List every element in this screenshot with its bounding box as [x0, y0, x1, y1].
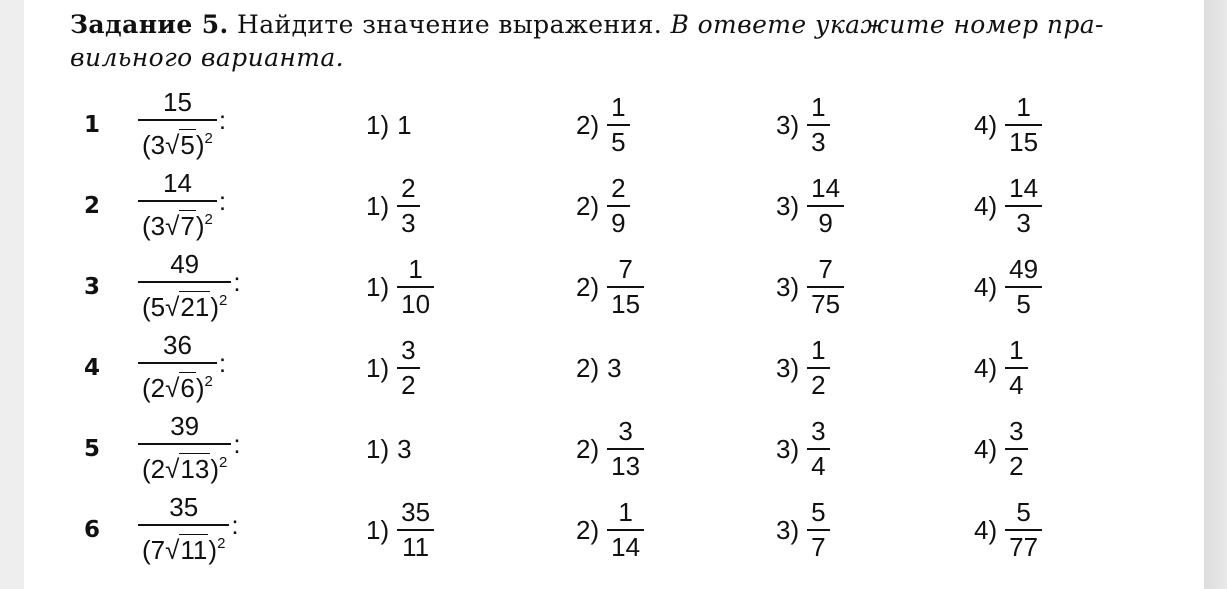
option-label: 3)	[776, 352, 800, 383]
option-fraction	[1005, 254, 1042, 320]
option-fraction	[807, 92, 829, 158]
expression-numerator: 36	[162, 330, 192, 360]
option-fraction	[607, 173, 629, 239]
expression-fraction	[138, 248, 231, 323]
answer-option[interactable]	[776, 410, 830, 488]
option-label: 3)	[776, 271, 800, 302]
denominator-coefficient: (3	[142, 130, 166, 160]
answer-option[interactable]	[366, 329, 420, 407]
option-denominator: 15	[1005, 124, 1042, 158]
option-denominator: 2	[807, 367, 829, 401]
option-label: 1)	[366, 433, 390, 464]
expression-denominator	[138, 362, 217, 404]
option-label: 3)	[776, 190, 800, 221]
option-numerator: 3	[811, 416, 826, 446]
option-label: 2)	[576, 271, 600, 302]
option-fraction	[807, 497, 829, 563]
option-numerator: 7	[818, 254, 833, 284]
option-numerator: 2	[401, 173, 416, 203]
answer-option[interactable]	[366, 248, 434, 326]
answer-option[interactable]	[776, 329, 830, 407]
expression-denominator	[138, 443, 231, 485]
answer-option[interactable]	[576, 248, 644, 326]
answer-option[interactable]	[366, 491, 434, 569]
option-fraction	[397, 335, 419, 401]
expression-colon: :	[231, 510, 239, 540]
option-label: 4)	[974, 190, 998, 221]
radicand: 11	[180, 535, 208, 565]
close-paren: )	[208, 535, 218, 565]
option-label: 3)	[776, 514, 800, 545]
option-numerator: 3	[618, 416, 633, 446]
option-numerator: 49	[1009, 254, 1039, 284]
option-denominator: 75	[807, 286, 844, 320]
option-fraction	[807, 416, 829, 482]
option-value: 1	[397, 109, 412, 140]
sqrt-sign: √	[165, 373, 180, 403]
answer-option[interactable]	[974, 491, 1042, 569]
denominator-coefficient: (2	[142, 454, 166, 484]
option-denominator: 11	[397, 529, 434, 563]
task-row	[0, 329, 1227, 409]
option-denominator: 4	[807, 448, 829, 482]
radicand: 6	[180, 373, 195, 403]
option-label: 3)	[776, 433, 800, 464]
option-fraction	[1005, 497, 1042, 563]
answer-option[interactable]	[576, 329, 622, 407]
answer-option[interactable]	[974, 248, 1042, 326]
expression-fraction	[138, 491, 229, 566]
answer-option[interactable]	[576, 167, 630, 245]
answer-option[interactable]	[576, 86, 630, 164]
option-numerator: 14	[1009, 173, 1039, 203]
option-denominator: 4	[1005, 367, 1027, 401]
option-label: 1)	[366, 352, 390, 383]
option-denominator: 3	[397, 205, 419, 239]
task-row	[0, 167, 1227, 247]
task-number: 1	[84, 112, 101, 138]
option-numerator: 35	[401, 497, 431, 527]
expression-fraction	[138, 167, 217, 242]
answer-option[interactable]	[366, 86, 412, 164]
option-fraction	[1005, 416, 1027, 482]
option-fraction	[807, 173, 844, 239]
denominator-coefficient: (5	[142, 292, 166, 322]
exponent: 2	[217, 535, 226, 552]
close-paren: )	[195, 211, 205, 241]
option-denominator: 10	[397, 286, 434, 320]
task-row	[0, 86, 1227, 166]
expression-colon: :	[233, 267, 241, 297]
answer-option[interactable]	[576, 491, 644, 569]
option-fraction	[397, 497, 434, 563]
expression-denominator	[138, 524, 229, 566]
option-label: 1)	[366, 109, 390, 140]
option-numerator: 5	[811, 497, 826, 527]
expression	[138, 248, 241, 323]
close-paren: )	[210, 292, 219, 322]
option-label: 2)	[576, 352, 600, 383]
option-numerator: 3	[1009, 416, 1024, 446]
option-denominator: 5	[1005, 286, 1042, 320]
exponent: 2	[219, 454, 228, 471]
option-denominator: 15	[607, 286, 644, 320]
option-numerator: 2	[611, 173, 626, 203]
close-paren: )	[195, 373, 205, 403]
option-numerator: 7	[618, 254, 633, 284]
task-row	[0, 410, 1227, 490]
option-label: 4)	[974, 109, 998, 140]
option-numerator: 1	[408, 254, 423, 284]
option-value: 3	[607, 352, 622, 383]
option-numerator: 1	[1009, 335, 1024, 365]
option-denominator: 2	[397, 367, 419, 401]
option-fraction	[397, 254, 434, 320]
option-label: 1)	[366, 514, 390, 545]
option-label: 2)	[576, 514, 600, 545]
option-label: 3)	[776, 109, 800, 140]
option-denominator: 9	[607, 205, 629, 239]
expression-colon: :	[218, 186, 227, 216]
expression	[138, 167, 226, 242]
radicand: 13	[180, 454, 210, 484]
exponent: 2	[219, 292, 228, 309]
expression-colon: :	[218, 348, 227, 378]
option-fraction	[1005, 173, 1042, 239]
answer-option[interactable]	[366, 167, 420, 245]
sqrt-sign: √	[165, 130, 180, 160]
option-numerator: 3	[401, 335, 416, 365]
option-denominator: 77	[1005, 529, 1042, 563]
option-label: 4)	[974, 514, 998, 545]
option-numerator: 1	[811, 92, 826, 122]
option-fraction	[607, 254, 644, 320]
answer-option[interactable]	[776, 86, 830, 164]
answer-option[interactable]	[974, 329, 1028, 407]
task-instruction: Найдите значение выражения.	[237, 10, 663, 39]
answer-option[interactable]	[366, 410, 412, 488]
radicand: 7	[180, 211, 195, 241]
expression	[138, 86, 226, 161]
expression	[138, 410, 241, 485]
task-number: 2	[84, 193, 101, 219]
expression-numerator: 14	[162, 168, 192, 198]
task-instruction-italic-line2: вильного варианта.	[70, 43, 345, 72]
option-denominator: 7	[807, 529, 829, 563]
expression-fraction	[138, 86, 217, 161]
expression-numerator: 15	[162, 87, 192, 117]
answer-option[interactable]	[776, 491, 830, 569]
sqrt-sign: √	[165, 535, 180, 565]
expression	[138, 491, 239, 566]
option-numerator: 14	[811, 173, 841, 203]
option-label: 2)	[576, 433, 600, 464]
option-value: 3	[397, 433, 412, 464]
close-paren: )	[195, 130, 205, 160]
expression-fraction	[138, 329, 217, 404]
option-denominator: 13	[607, 448, 644, 482]
expression-denominator	[138, 119, 217, 161]
sqrt-sign: √	[165, 454, 180, 484]
expression-colon: :	[218, 105, 227, 135]
option-label: 1)	[366, 271, 390, 302]
denominator-coefficient: (3	[142, 211, 166, 241]
option-fraction	[397, 173, 419, 239]
option-denominator: 14	[607, 529, 644, 563]
option-denominator: 5	[607, 124, 629, 158]
answer-option[interactable]	[974, 86, 1042, 164]
task-number: 3	[84, 274, 101, 300]
task-heading	[70, 8, 1180, 74]
expression-denominator	[138, 281, 231, 323]
option-denominator: 9	[807, 205, 844, 239]
option-label: 2)	[576, 109, 600, 140]
sqrt-sign: √	[165, 211, 180, 241]
sqrt-sign: √	[165, 292, 180, 322]
answer-option[interactable]	[974, 410, 1028, 488]
option-label: 4)	[974, 433, 998, 464]
expression-numerator: 49	[170, 249, 200, 279]
expression	[138, 329, 226, 404]
option-numerator: 1	[1016, 92, 1031, 122]
option-numerator: 1	[611, 92, 626, 122]
answer-option[interactable]	[776, 167, 844, 245]
option-fraction	[1005, 335, 1027, 401]
expression-colon: :	[233, 429, 241, 459]
task-instruction-italic-line1: В ответе укажите номер пра-	[670, 10, 1104, 39]
task-title: Задание 5.	[70, 10, 229, 39]
option-numerator: 5	[1016, 497, 1031, 527]
answer-option[interactable]	[576, 410, 644, 488]
option-label: 4)	[974, 271, 998, 302]
exponent: 2	[204, 130, 213, 147]
exponent: 2	[204, 211, 213, 228]
option-fraction	[607, 92, 629, 158]
option-numerator: 1	[618, 497, 633, 527]
expression-denominator	[138, 200, 217, 242]
task-row	[0, 248, 1227, 328]
option-label: 1)	[366, 190, 390, 221]
answer-option[interactable]	[974, 167, 1042, 245]
option-fraction	[607, 416, 644, 482]
option-denominator: 3	[807, 124, 829, 158]
task-row	[0, 491, 1227, 571]
option-fraction	[1005, 92, 1042, 158]
task-number: 5	[84, 436, 101, 462]
option-fraction	[807, 254, 844, 320]
exponent: 2	[204, 373, 213, 390]
option-label: 4)	[974, 352, 998, 383]
denominator-coefficient: (7	[142, 535, 166, 565]
answer-option[interactable]	[776, 248, 844, 326]
close-paren: )	[210, 454, 219, 484]
option-fraction	[607, 497, 644, 563]
option-denominator: 2	[1005, 448, 1027, 482]
radicand: 5	[180, 130, 195, 160]
task-number: 4	[84, 355, 101, 381]
option-label: 2)	[576, 190, 600, 221]
task-number: 6	[84, 517, 101, 543]
radicand: 21	[180, 292, 210, 322]
option-numerator: 1	[811, 335, 826, 365]
denominator-coefficient: (2	[142, 373, 166, 403]
expression-numerator: 39	[170, 411, 200, 441]
expression-numerator: 35	[169, 492, 199, 522]
expression-fraction	[138, 410, 231, 485]
option-denominator: 3	[1005, 205, 1042, 239]
option-fraction	[807, 335, 829, 401]
